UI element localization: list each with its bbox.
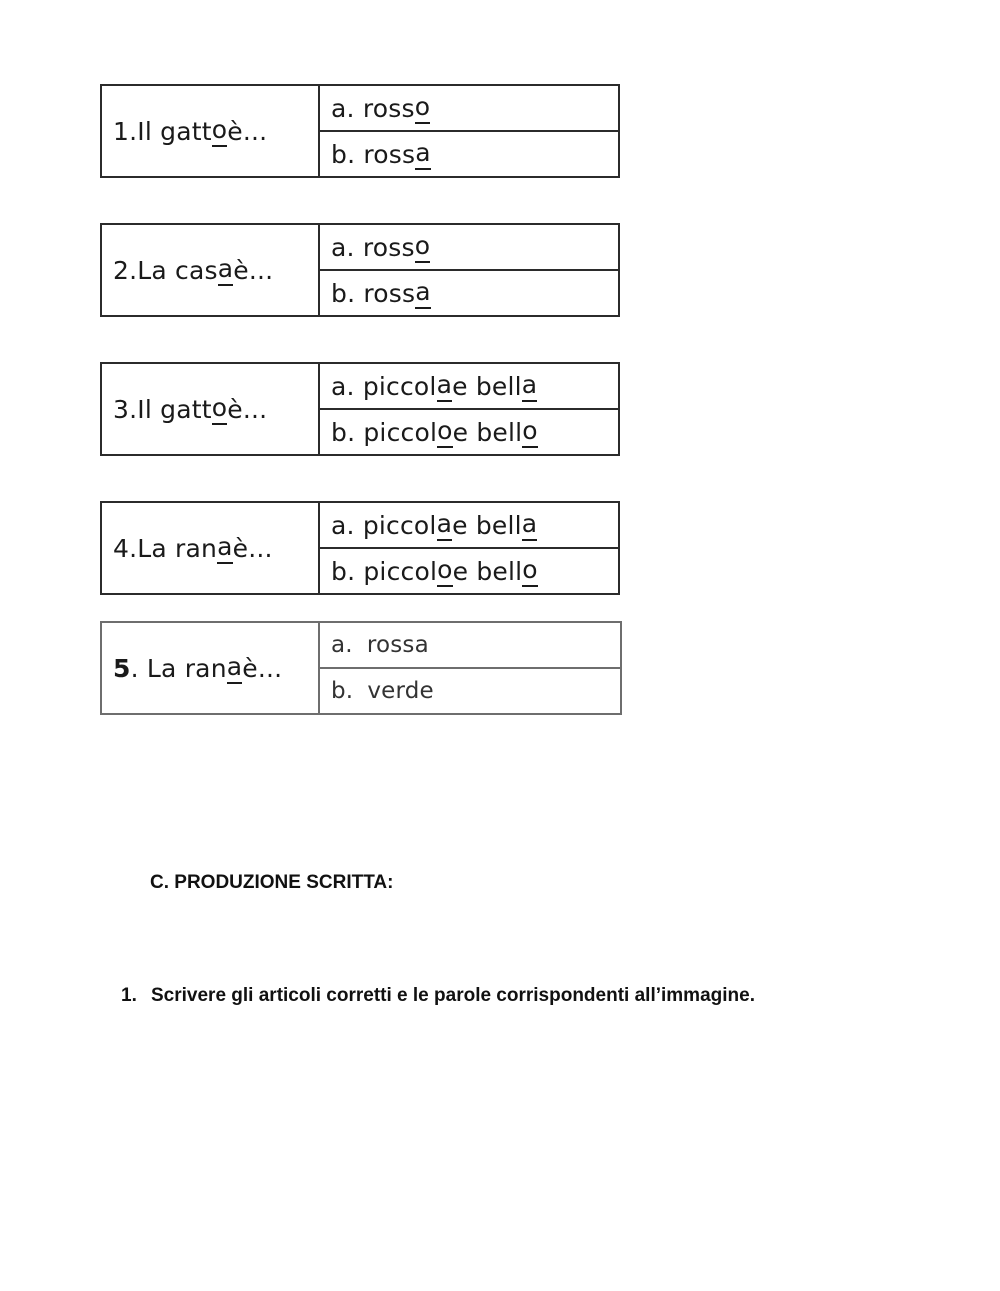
answer-option-a[interactable]: a. ross o bbox=[331, 92, 431, 123]
underlined-ending: a bbox=[415, 138, 431, 170]
underlined-ending: a bbox=[217, 532, 233, 564]
question-stem: 5 . La ran a è... bbox=[102, 623, 320, 713]
quiz-item-5 bbox=[100, 621, 622, 715]
answer-option-b[interactable]: b. verde bbox=[320, 667, 620, 713]
underlined-ending: a bbox=[522, 370, 538, 402]
answer-option-b[interactable]: b. ross a bbox=[320, 269, 618, 315]
question-stem: 1. Il gatt o è... bbox=[102, 86, 320, 176]
underlined-ending: o bbox=[212, 393, 228, 425]
underlined-ending: o bbox=[522, 555, 538, 587]
instruction-number: 1. bbox=[121, 985, 137, 1006]
answer-options bbox=[320, 225, 618, 315]
answer-option-b[interactable]: b. piccol o e bell o bbox=[320, 547, 618, 593]
quiz-item-4 bbox=[100, 501, 620, 595]
quiz-item-2 bbox=[100, 223, 620, 317]
instruction-item bbox=[121, 985, 755, 1007]
answer-options bbox=[320, 86, 618, 176]
instruction-text: Scrivere gli articoli corretti e le parole corrispondenti all’immagine. bbox=[151, 985, 755, 1006]
answer-option-a[interactable]: a. rossa bbox=[331, 632, 429, 658]
answer-options bbox=[320, 364, 618, 454]
underlined-ending: o bbox=[437, 555, 453, 587]
underlined-ending: a bbox=[227, 652, 243, 684]
underlined-ending: o bbox=[415, 231, 431, 263]
answer-option-a[interactable]: a. ross o bbox=[331, 231, 431, 262]
section-heading: C. PRODUZIONE SCRITTA: bbox=[150, 872, 394, 893]
question-stem: 3. Il gatt o è... bbox=[102, 364, 320, 454]
underlined-ending: o bbox=[522, 416, 538, 448]
underlined-ending: o bbox=[212, 115, 228, 147]
underlined-ending: a bbox=[415, 277, 431, 309]
underlined-ending: a bbox=[437, 509, 453, 541]
answer-option-a[interactable]: a. piccol a e bell a bbox=[331, 370, 538, 401]
underlined-ending: a bbox=[522, 509, 538, 541]
answer-option-b[interactable]: b. ross a bbox=[320, 130, 618, 176]
quiz-item-1 bbox=[100, 84, 620, 178]
answer-options bbox=[320, 503, 618, 593]
quiz-item-3 bbox=[100, 362, 620, 456]
underlined-ending: o bbox=[437, 416, 453, 448]
question-stem: 4. La ran a è... bbox=[102, 503, 320, 593]
underlined-ending: a bbox=[437, 370, 453, 402]
underlined-ending: a bbox=[218, 254, 234, 286]
question-stem: 2. La cas a è... bbox=[102, 225, 320, 315]
underlined-ending: o bbox=[415, 92, 431, 124]
answer-option-b[interactable]: b. piccol o e bell o bbox=[320, 408, 618, 454]
answer-options bbox=[320, 623, 620, 713]
answer-option-a[interactable]: a. piccol a e bell a bbox=[331, 509, 538, 540]
